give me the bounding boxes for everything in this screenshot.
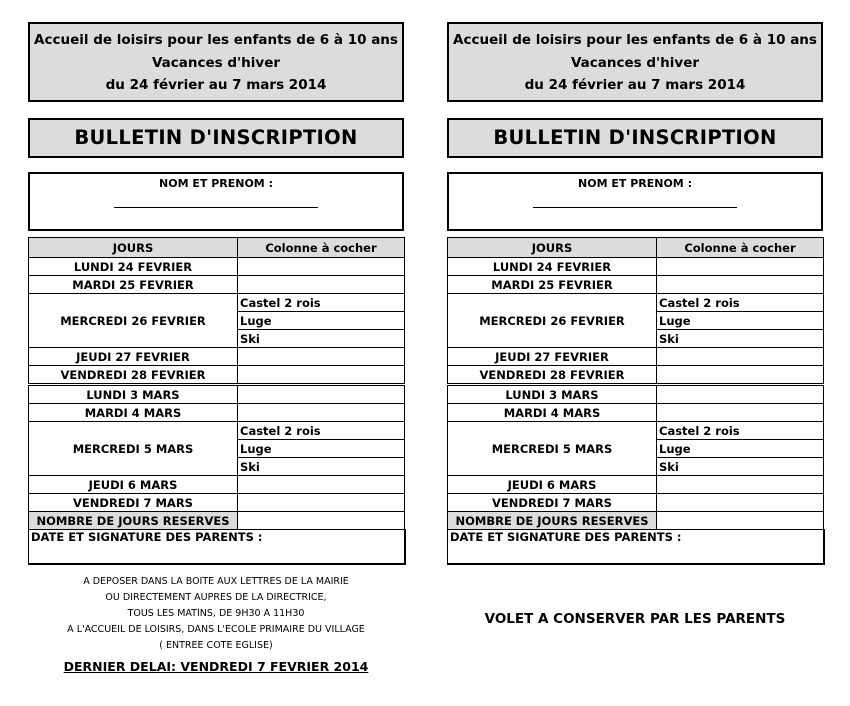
signature-field[interactable]: DATE ET SIGNATURE DES PARENTS : (29, 530, 405, 565)
day-label: MARDI 4 MARS (448, 404, 657, 422)
check-cell[interactable] (238, 366, 405, 385)
check-cell[interactable] (657, 404, 824, 422)
day-label: VENDREDI 28 FEVRIER (29, 366, 238, 385)
schedule-table (447, 237, 823, 565)
day-label: VENDREDI 7 MARS (29, 494, 238, 512)
col-header-days: JOURS (448, 238, 657, 258)
total-days-cell[interactable] (657, 512, 824, 530)
instruction-line: TOUS LES MATINS, DE 9H30 A 11H30 (127, 608, 305, 619)
check-cell[interactable] (238, 385, 405, 404)
day-label: MERCREDI 5 MARS (448, 422, 657, 476)
day-label: MERCREDI 26 FEVRIER (448, 294, 657, 348)
day-label: MARDI 25 FEVRIER (448, 276, 657, 294)
header-line-2: Vacances d'hiver (570, 54, 700, 71)
deadline-text: DERNIER DELAI: VENDREDI 7 FEVRIER 2014 (63, 659, 369, 674)
day-label: MARDI 25 FEVRIER (29, 276, 238, 294)
total-days-label: NOMBRE DE JOURS RESERVES (29, 512, 238, 530)
option-luge[interactable]: Luge (238, 312, 405, 330)
name-field-box[interactable] (447, 172, 823, 231)
check-cell[interactable] (238, 348, 405, 366)
option-ski[interactable]: Ski (238, 330, 405, 348)
header-box (447, 22, 823, 102)
keep-copy-note: VOLET A CONSERVER PAR LES PARENTS (484, 611, 786, 627)
check-cell[interactable] (657, 494, 824, 512)
signature-field[interactable]: DATE ET SIGNATURE DES PARENTS : (448, 530, 824, 565)
day-label: JEUDI 6 MARS (448, 476, 657, 494)
name-label: NOM ET PRENOM : (159, 177, 273, 190)
registration-form-right (447, 0, 823, 706)
option-luge[interactable]: Luge (657, 312, 824, 330)
col-header-days: JOURS (29, 238, 238, 258)
header-line-3: du 24 février au 7 mars 2014 (105, 77, 327, 93)
check-cell[interactable] (657, 348, 824, 366)
option-castel[interactable]: Castel 2 rois (238, 294, 405, 312)
check-cell[interactable] (238, 404, 405, 422)
name-write-line[interactable] (533, 207, 737, 208)
check-cell[interactable] (657, 276, 824, 294)
day-label: VENDREDI 7 MARS (448, 494, 657, 512)
col-header-check: Colonne à cocher (657, 238, 824, 258)
instruction-line: ( ENTREE COTE EGLISE) (159, 640, 273, 651)
option-castel[interactable]: Castel 2 rois (238, 422, 405, 440)
day-label: MERCREDI 26 FEVRIER (29, 294, 238, 348)
check-cell[interactable] (238, 476, 405, 494)
total-days-label: NOMBRE DE JOURS RESERVES (448, 512, 657, 530)
option-luge[interactable]: Luge (657, 440, 824, 458)
form-title: BULLETIN D'INSCRIPTION (28, 118, 404, 158)
instruction-line: A L'ACCUEIL DE LOISIRS, DANS L'ECOLE PRIMAIRE DU VILLAGE (67, 624, 365, 635)
name-field-box[interactable] (28, 172, 404, 231)
total-days-cell[interactable] (238, 512, 405, 530)
day-label: JEUDI 27 FEVRIER (448, 348, 657, 366)
day-label: LUNDI 3 MARS (448, 385, 657, 404)
day-label: LUNDI 3 MARS (29, 385, 238, 404)
day-label: JEUDI 6 MARS (29, 476, 238, 494)
check-cell[interactable] (657, 476, 824, 494)
col-header-check: Colonne à cocher (238, 238, 405, 258)
name-write-line[interactable] (114, 207, 318, 208)
day-label: MARDI 4 MARS (29, 404, 238, 422)
option-ski[interactable]: Ski (657, 330, 824, 348)
header-box (28, 22, 404, 102)
registration-form-left (28, 0, 404, 706)
instructions (28, 574, 404, 654)
day-label: LUNDI 24 FEVRIER (29, 258, 238, 276)
header-line-3: du 24 février au 7 mars 2014 (524, 77, 746, 93)
instruction-line: OU DIRECTEMENT AUPRES DE LA DIRECTRICE, (105, 592, 327, 603)
option-castel[interactable]: Castel 2 rois (657, 294, 824, 312)
header-line-2: Vacances d'hiver (151, 54, 281, 71)
name-label: NOM ET PRENOM : (578, 177, 692, 190)
check-cell[interactable] (657, 366, 824, 385)
check-cell[interactable] (238, 276, 405, 294)
day-label: VENDREDI 28 FEVRIER (448, 366, 657, 385)
option-ski[interactable]: Ski (238, 458, 405, 476)
day-label: MERCREDI 5 MARS (29, 422, 238, 476)
option-luge[interactable]: Luge (238, 440, 405, 458)
check-cell[interactable] (238, 258, 405, 276)
form-title: BULLETIN D'INSCRIPTION (447, 118, 823, 158)
day-label: JEUDI 27 FEVRIER (29, 348, 238, 366)
instruction-line: A DEPOSER DANS LA BOITE AUX LETTRES DE LA MAIRIE (83, 576, 349, 587)
option-castel[interactable]: Castel 2 rois (657, 422, 824, 440)
check-cell[interactable] (238, 494, 405, 512)
check-cell[interactable] (657, 258, 824, 276)
header-line-1: Accueil de loisirs pour les enfants de 6 à 10 ans (453, 32, 817, 48)
day-label: LUNDI 24 FEVRIER (448, 258, 657, 276)
option-ski[interactable]: Ski (657, 458, 824, 476)
schedule-table (28, 237, 404, 565)
check-cell[interactable] (657, 385, 824, 404)
header-line-1: Accueil de loisirs pour les enfants de 6 à 10 ans (34, 32, 398, 48)
